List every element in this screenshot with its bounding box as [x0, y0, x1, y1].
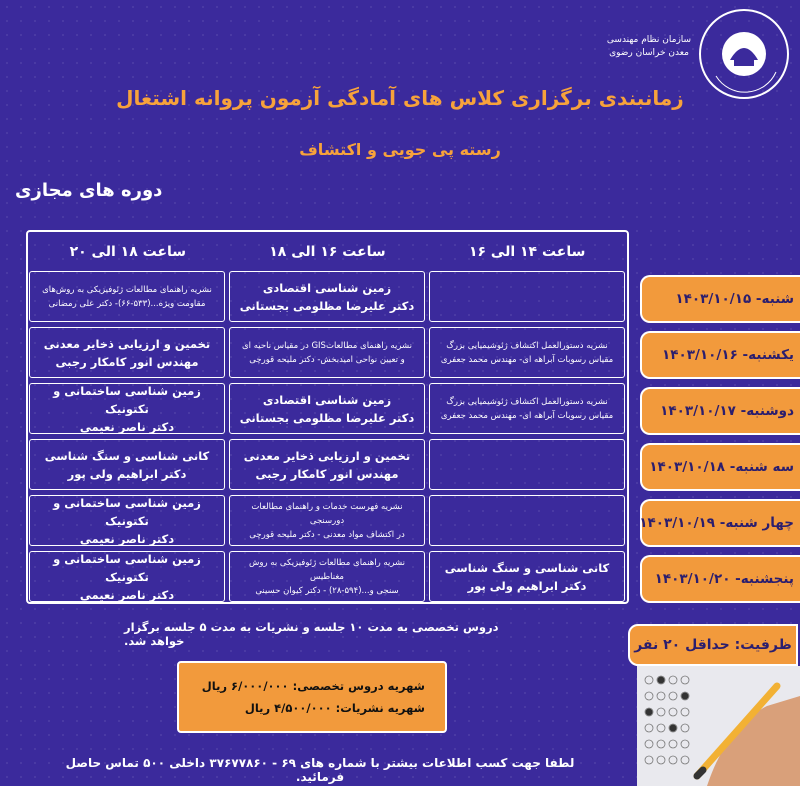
day-label: پنجشنبه- ۱۴۰۳/۱۰/۲۰ [640, 555, 800, 603]
capacity-badge: ظرفیت: حداقل ۲۰ نفر [628, 624, 798, 666]
table-cell: نشریه فهرست خدمات و راهنمای مطالعات دورسنجی در اکتشاف مواد معدنی - دکتر ملیحه قورچی [229, 495, 425, 546]
sessions-note: دروس تخصصی به مدت ۱۰ جلسه و نشریات به مدت ۵ جلسه برگزار خواهد شد. [124, 620, 499, 648]
day-label: شنبه- ۱۴۰۳/۱۰/۱۵ [640, 275, 800, 323]
fee-specialized: شهریه دروس تخصصی: ۶/۰۰۰/۰۰۰ ریال [201, 679, 425, 693]
day-label: یکشنبه- ۱۴۰۳/۱۰/۱۶ [640, 331, 800, 379]
table-cell: زمین شناسی ساختمانی و تکتونیک دکتر ناصر نعیمی [29, 383, 225, 434]
table-cell [429, 439, 625, 490]
table-cell: کانی شناسی و سنگ شناسی دکتر ابراهیم ولی پور [29, 439, 225, 490]
day-label: چهار شنبه- ۱۴۰۳/۱۰/۱۹ [640, 499, 800, 547]
column-header: ساعت ۱۸ الی ۲۰ [69, 244, 187, 260]
fees-box [177, 661, 447, 733]
answer-sheet-illustration [637, 666, 800, 786]
table-cell: نشریه دستورالعمل اکتشاف ژئوشیمیایی بزرگ مقیاس رسوبات آبراهه ای- مهندس محمد جعفری [429, 327, 625, 378]
table-cell: زمین شناسی ساختمانی و تکتونیک دکتر ناصر نعیمی [29, 551, 225, 602]
section-heading: دوره های مجازی [15, 180, 163, 201]
organization-name: سازمان نظام مهندسی معدن خراسان رضوی [606, 35, 692, 58]
table-cell: زمین شناسی اقتصادی دکتر علیرضا مظلومی بجستانی [229, 271, 425, 322]
table-cell: زمین شناسی اقتصادی دکتر علیرضا مظلومی بجستانی [229, 383, 425, 434]
schedule-table [26, 230, 629, 604]
fee-publications: شهریه نشریات: ۴/۵۰۰/۰۰۰ ریال [244, 701, 425, 715]
contact-info: لطفا جهت کسب اطلاعات بیشتر با شماره های ۶۹ - ۳۷۶۷۷۸۶۰ داخلی ۵۰۰ تماس حاصل فرمائید. [65, 756, 575, 784]
table-cell: کانی شناسی و سنگ شناسی دکتر ابراهیم ولی پور [429, 551, 625, 602]
table-cell: تخمین و ارزیابی ذخایر معدنی مهندس انور کامکار رجبی [29, 327, 225, 378]
column-header: ساعت ۱۶ الی ۱۸ [269, 244, 386, 260]
page-subtitle: رسته پی جویی و اکتشاف [299, 140, 501, 159]
table-cell [429, 495, 625, 546]
table-cell: نشریه راهنمای مطالعاتGIS در مقیاس ناحیه ای و تعیین نواحی امیدبخش- دکتر ملیحه قورچی [229, 327, 425, 378]
table-header [28, 232, 627, 273]
page-title: زمانبندی برگزاری کلاس های آمادگی آزمون پروانه اشتغال [116, 86, 684, 110]
table-cell: تخمین و ارزیابی ذخایر معدنی مهندس انور کامکار رجبی [229, 439, 425, 490]
table-cell: نشریه راهنمای مطالعات ژئوفیزیکی به روش مغناطیس سنجی و...(۵۹۴-۲۸) - دکتر کیوان حسینی [229, 551, 425, 602]
table-cell [429, 271, 625, 322]
table-cell: نشریه راهنمای مطالعات ژئوفیزیکی به روش‌های مقاومت ویژه...(۵۳۳-۶۶)- دکتر علی رمضانی [29, 271, 225, 322]
table-cell: زمین شناسی ساختمانی و تکتونیک دکتر ناصر نعیمی [29, 495, 225, 546]
column-header: ساعت ۱۴ الی ۱۶ [468, 244, 586, 260]
table-cell: نشریه دستورالعمل اکتشاف ژئوشیمیایی بزرگ مقیاس رسوبات آبراهه ای- مهندس محمد جعفری [429, 383, 625, 434]
day-label: دوشنبه- ۱۴۰۳/۱۰/۱۷ [640, 387, 800, 435]
day-label: سه شنبه- ۱۴۰۳/۱۰/۱۸ [640, 443, 800, 491]
